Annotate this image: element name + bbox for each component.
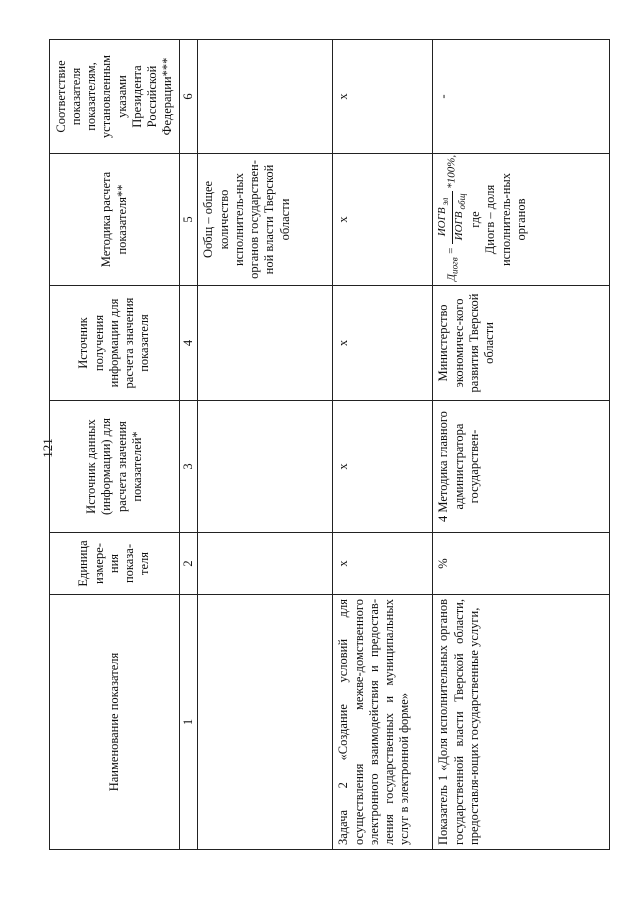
indicator-name: Показатель 1 «Доля исполнительных органов государственной власти Тверской области, предоставля-ющих государственные услуги, [433, 595, 610, 850]
formula-where: где [468, 211, 482, 228]
task-row [333, 40, 433, 850]
rotated-table-wrapper [49, 40, 607, 850]
formula-denominator: ИОГВ [452, 211, 465, 241]
table-row [198, 40, 333, 850]
column-number: 4 [180, 286, 198, 401]
formula-denominator-sub: общ [456, 193, 467, 210]
task-data-source: х [333, 401, 433, 533]
table-cell [198, 533, 333, 595]
column-number: 6 [180, 40, 198, 154]
header-method: Методика расчета показателя** [50, 154, 180, 286]
header-unit: Единица измере-ния показа-теля [50, 533, 180, 595]
task-unit: х [333, 533, 433, 595]
page-number: 121 [40, 438, 55, 458]
header-indicator-name: Наименование показателя [50, 595, 180, 850]
indicator-unit: % [433, 533, 610, 595]
task-info-source: х [333, 286, 433, 401]
formula-numerator: ИОГВ [436, 207, 449, 237]
formula-lhs-sub: иогв [449, 257, 460, 274]
column-number: 1 [180, 595, 198, 850]
formula-numerator-sub: эл [440, 197, 451, 206]
table-cell [198, 286, 333, 401]
task-method: х [333, 154, 433, 286]
header-info-source: Источник получения информации для расчета значения показателя [50, 286, 180, 401]
formula: $Д_{иогв}$ = $ИОГВ_{эл}$ $ИОГВ_{общ}$ *100%, [436, 154, 467, 281]
task-name: Задача 2 «Создание условий для осуществления межве-домственного электронного взаимодействия и предостав-ления государственных и муниципальных услуг в электронной форме» [333, 595, 433, 850]
indicator-method [433, 154, 610, 286]
header-row [50, 40, 180, 850]
column-number: 2 [180, 533, 198, 595]
indicator-data-source: 4 Методика главного администратора государствен- [433, 401, 610, 533]
column-number: 5 [180, 154, 198, 286]
header-compliance: Соответствие показателя показателям, установленным указами Президента Российской Федерации*** [50, 40, 180, 154]
indicator-row [433, 40, 610, 850]
header-data-source: Источник данных (информации) для расчета значения показателей* [50, 401, 180, 533]
column-number: 3 [180, 401, 198, 533]
formula-lhs: Д [445, 274, 458, 281]
method-definition: Диогв – доля исполнитель-ных органов [483, 172, 528, 267]
task-compliance: х [333, 40, 433, 154]
table-cell [198, 595, 333, 850]
formula-tail: *100%, [445, 154, 458, 189]
indicators-table [49, 39, 610, 850]
indicator-info-source: Министерство экономичес-кого развития Тверской области [433, 286, 610, 401]
method-cell: Оо̄бщ – общее количество исполнитель-ных органов государствен-ной власти Тверской области [198, 154, 333, 286]
table-cell [198, 40, 333, 154]
formula-fraction [436, 192, 468, 245]
column-number-row [180, 40, 198, 850]
indicator-compliance: - [433, 40, 610, 154]
table-cell [198, 401, 333, 533]
